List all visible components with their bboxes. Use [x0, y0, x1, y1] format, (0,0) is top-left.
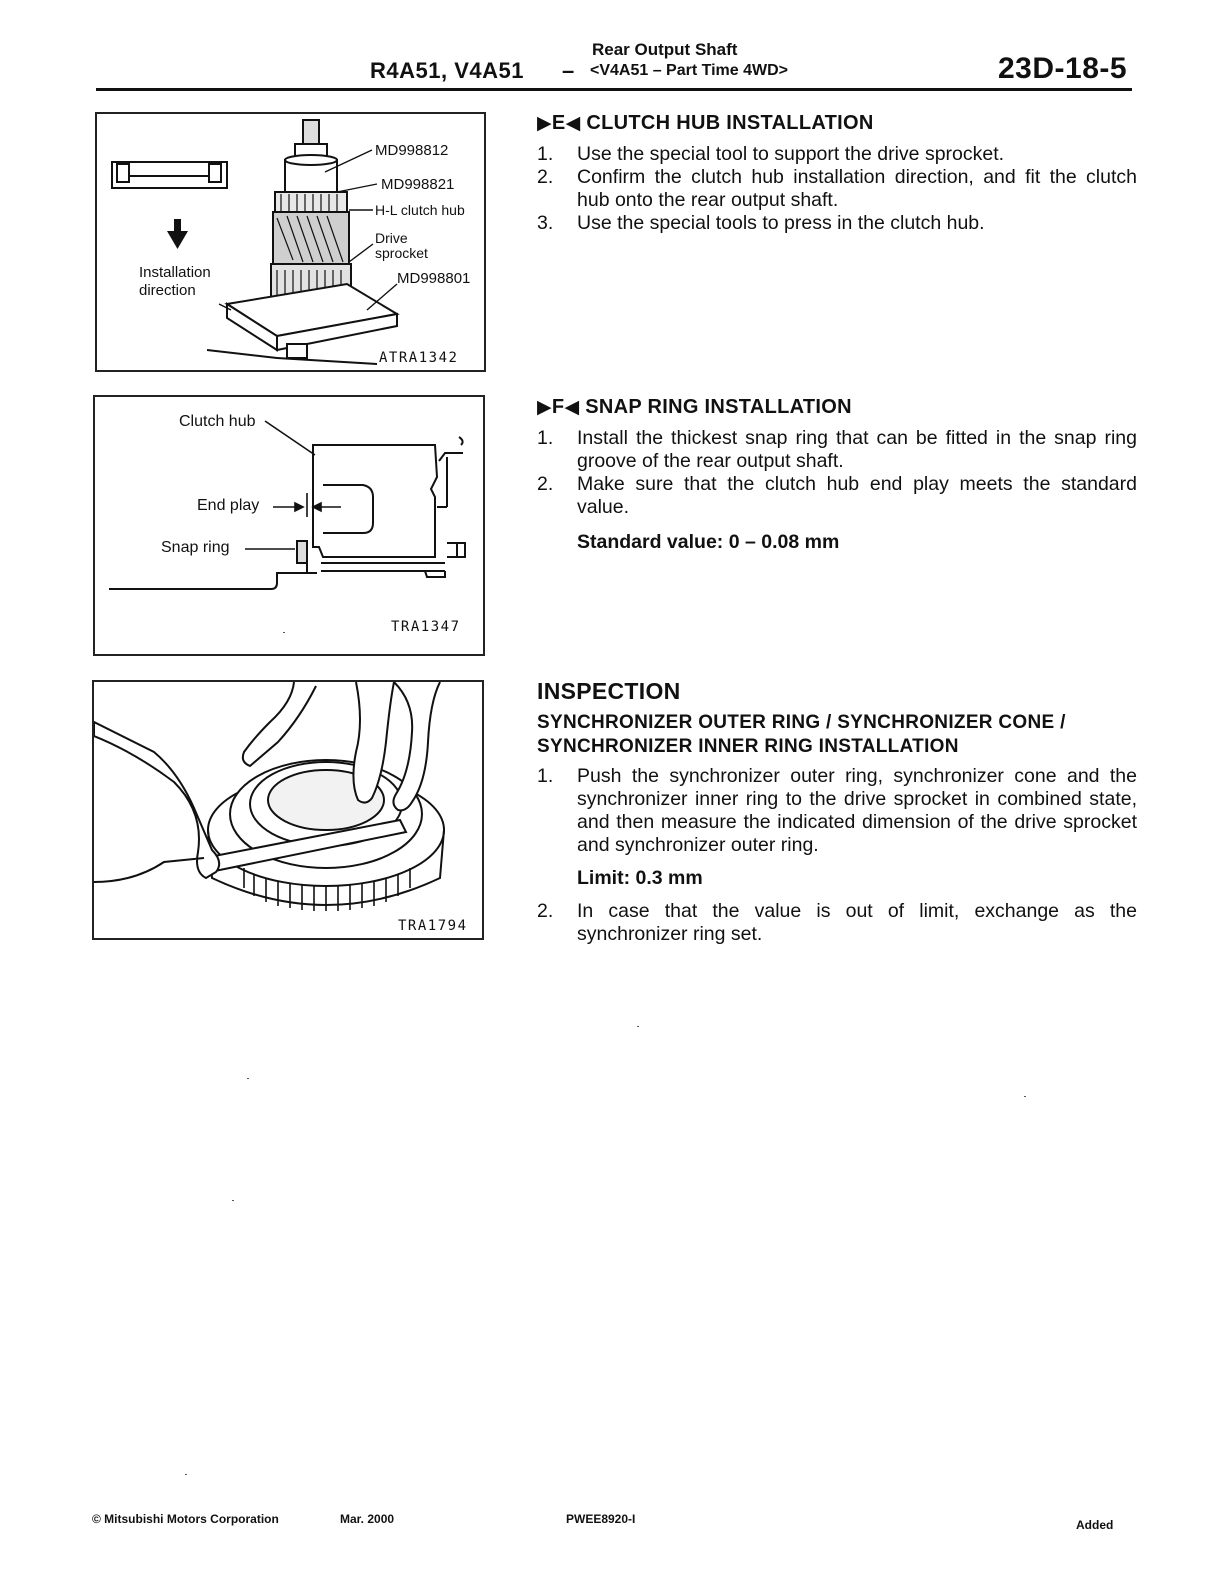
list-item: 3. Use the special tools to press in the clutch hub. — [537, 212, 985, 234]
header-models: R4A51, V4A51 — [370, 58, 524, 83]
label-md998801: MD998801 — [397, 270, 471, 287]
section-letter: F — [551, 396, 565, 418]
label-installation: Installation — [139, 264, 211, 281]
section-title: CLUTCH HUB INSTALLATION — [586, 112, 874, 134]
list-item: 2. Confirm the clutch hub installation direction, and fit the clutch hub onto the rear output shaft. — [537, 166, 1137, 211]
section-heading — [537, 112, 1137, 135]
figure-code: TRA1794 — [398, 918, 468, 934]
arrow-left-icon — [313, 503, 321, 511]
header-subtitle: <V4A51 – Part Time 4WD> — [590, 62, 789, 79]
scan-speck — [637, 1026, 639, 1027]
section-clutch-hub-installation — [537, 112, 1137, 235]
synchronizer-measure-drawing — [94, 682, 482, 938]
label-direction: direction — [139, 282, 196, 299]
triangle-right-icon: ▶ — [537, 397, 552, 418]
triangle-left-icon: ◀ — [564, 397, 580, 418]
arrow-right-icon — [295, 503, 303, 511]
list-item: 2. In case that the value is out of limit, exchange as the synchronizer ring set. — [537, 900, 1137, 945]
label-clutch-hub: Clutch hub — [179, 413, 256, 430]
triangle-right-icon: ▶ — [537, 113, 552, 134]
label-hl-clutch-hub: H-L clutch hub — [375, 202, 465, 218]
standard-value: Standard value: 0 – 0.08 mm — [577, 531, 840, 553]
figure-end-play — [93, 395, 485, 656]
footer-status: Added — [1076, 1518, 1114, 1532]
section-letter: E — [551, 112, 566, 134]
figure-clutch-hub-press — [95, 112, 486, 372]
label-md998812: MD998812 — [375, 142, 449, 159]
inspection-subtitle: SYNCHRONIZER OUTER RING / SYNCHRONIZER CONE / SYNCHRONIZER INNER RING INSTALLATION — [537, 712, 1066, 757]
down-arrow-icon — [167, 219, 188, 249]
label-sprocket: sprocket — [375, 245, 428, 261]
list-item: 2. Make sure that the clutch hub end play meets the standard value. — [537, 473, 1137, 518]
inspection-title: INSPECTION — [537, 678, 681, 704]
scan-speck — [247, 1078, 249, 1079]
scan-speck — [283, 632, 285, 633]
section-title: SNAP RING INSTALLATION — [585, 396, 852, 418]
section-inspection — [537, 678, 1137, 946]
list-item: 1. Use the special tool to support the drive sprocket. — [537, 143, 1005, 165]
scan-speck — [185, 1474, 187, 1475]
triangle-left-icon: ◀ — [565, 113, 581, 134]
list-item: 1. Push the synchronizer outer ring, synchronizer cone and the synchronizer inner ring to the drive sprocket in combined state, and then measure the indicated dimension of the drive sprocket and synchronizer outer ring. — [537, 765, 1137, 856]
header-title: Rear Output Shaft — [592, 40, 738, 59]
figure-synchronizer-measure — [92, 680, 484, 940]
header-rule — [96, 88, 1132, 91]
limit-value: Limit: 0.3 mm — [577, 867, 703, 889]
footer-date: Mar. 2000 — [340, 1512, 395, 1526]
page-number: 23D-18-5 — [998, 52, 1128, 85]
scan-speck — [232, 1200, 234, 1201]
list-item: 1. Install the thickest snap ring that can be fitted in the snap ring groove of the rear output shaft. — [537, 427, 1137, 472]
section-snap-ring-installation — [537, 396, 1137, 562]
label-snap-ring: Snap ring — [161, 539, 230, 556]
header-dash: – — [562, 58, 575, 83]
footer-code: PWEE8920-I — [566, 1512, 636, 1526]
section-heading — [537, 396, 1137, 419]
scan-speck — [1024, 1096, 1026, 1097]
label-drive: Drive — [375, 230, 408, 246]
end-play-drawing — [95, 397, 483, 654]
figure-code: ATRA1342 — [379, 350, 459, 366]
figure-code: TRA1347 — [391, 619, 461, 635]
label-md998821: MD998821 — [381, 176, 455, 193]
label-end-play: End play — [197, 497, 260, 514]
footer-copyright: © Mitsubishi Motors Corporation — [92, 1512, 279, 1526]
